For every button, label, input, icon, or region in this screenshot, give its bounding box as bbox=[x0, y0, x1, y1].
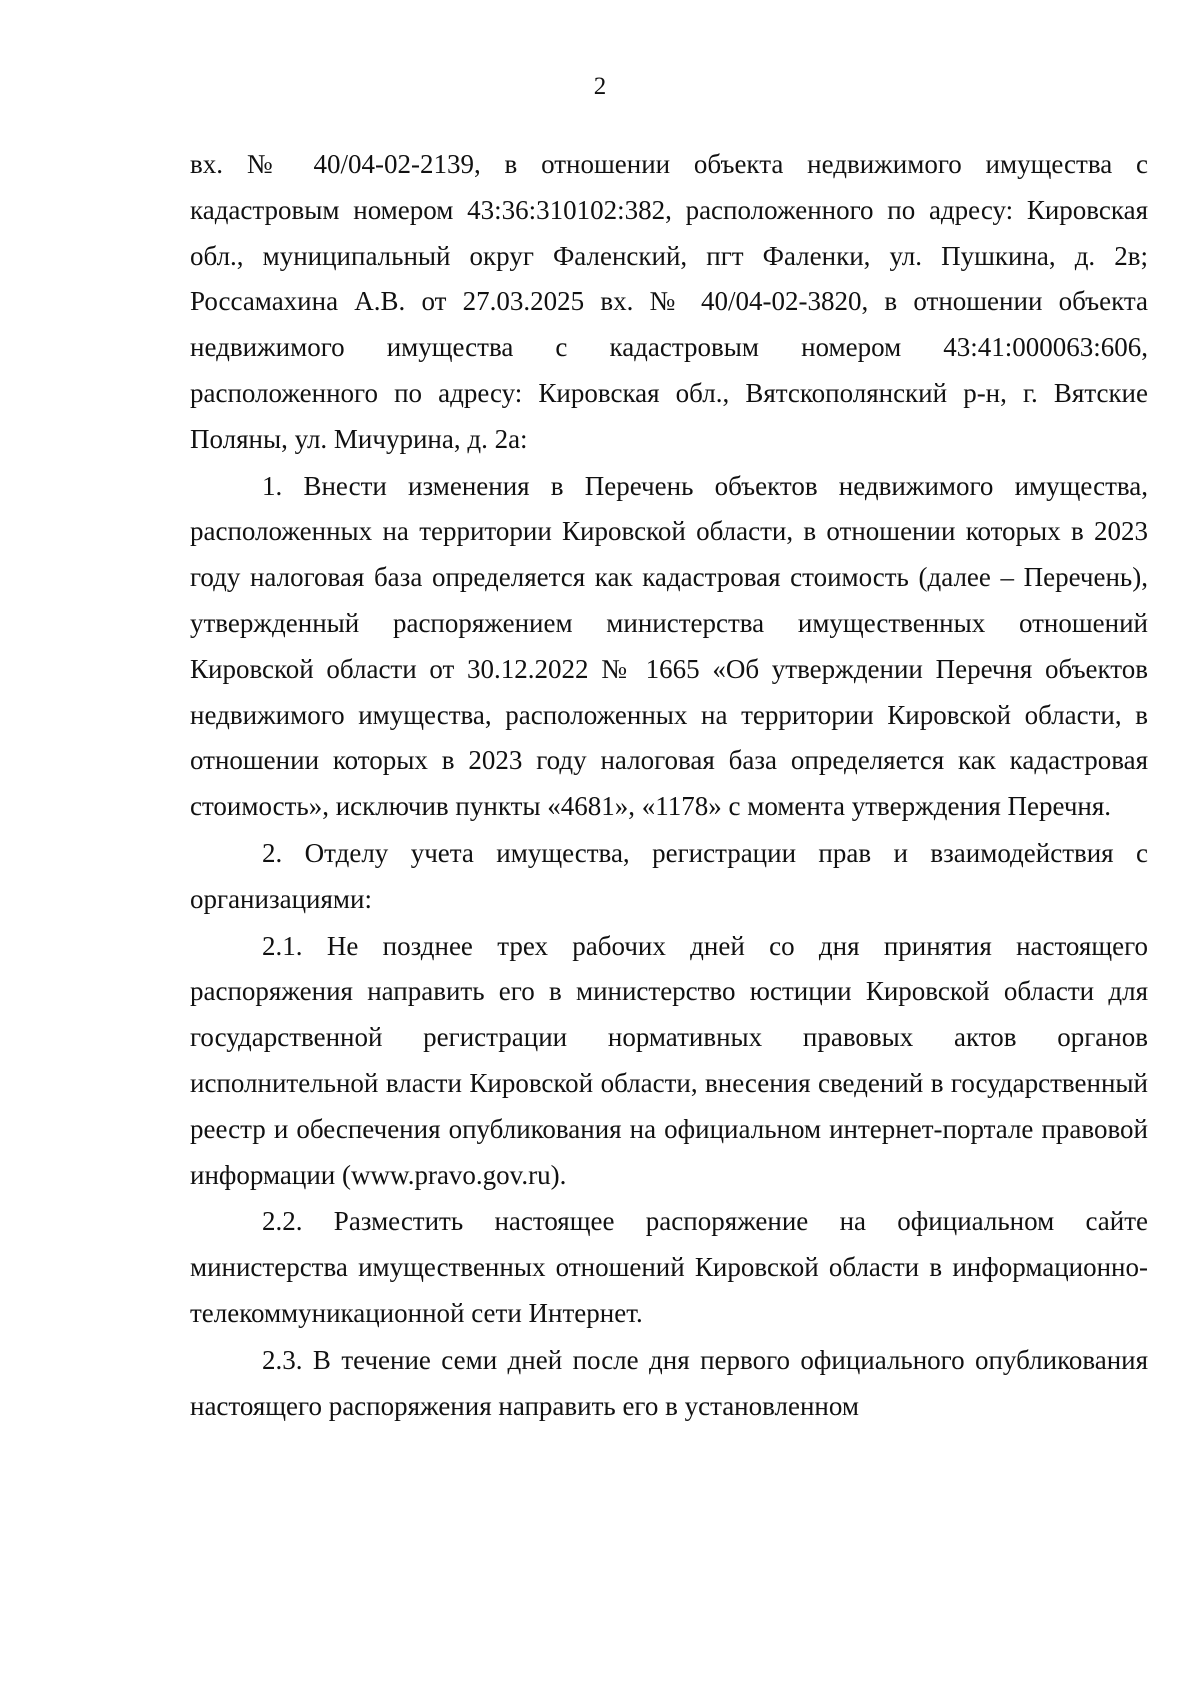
paragraph-item-2 bbox=[190, 831, 1148, 923]
paragraph-item-2-3 bbox=[190, 1338, 1148, 1430]
item-number: 2.3. bbox=[262, 1344, 313, 1375]
paragraph-text: Отделу учета имущества, регистрации прав и взаимодействия с организациями: bbox=[190, 837, 1148, 914]
paragraph-text: В течение семи дней после дня первого официального опубликования настоящего распоряжения направить его в установленном bbox=[190, 1344, 1149, 1421]
item-number: 2.2. bbox=[262, 1206, 334, 1237]
paragraph-text: вх. № 40/04-02-2139, в отношении объекта недвижимого имущества с кадастровым номером 43:36:310102:382, расположенного по адресу: Кировская обл., муниципальный округ Фаленский, пгт Фаленки, ул. Пушкина, д. 2в; Россамахина А.В. от 27.03.2025 вх. № 40/04-02-3820, в отношении объекта недвижимого имущества с кадастровым номером 43:41:000063:606, расположенного по адресу: Кировская обл., Вятскополянский р-н, г. Вятские Поляны, ул. Мичурина, д. 2а: bbox=[190, 149, 1148, 454]
paragraph-item-2-1 bbox=[190, 924, 1148, 1199]
paragraph-text: Не позднее трех рабочих дней со дня принятия настоящего распоряжения направить его в министерство юстиции Кировской области для государственной регистрации нормативных правовых актов органов исполнительной власти Кировской области, внесения сведений в государственный реестр и обеспечения опубликования на официальном интернет-портале правовой информации (www.pravo.gov.ru). bbox=[190, 930, 1149, 1190]
paragraph-text: Внести изменения в Перечень объектов недвижимого имущества, расположенных на территории Кировской области, в отношении которых в 2023 году налоговая база определяется как кадастровая стоимость (далее – Перечень), утвержденный распоряжением министерства имущественных отношений Кировской области от 30.12.2022 № 1665 «Об утверждении Перечня объектов недвижимого имущества, расположенных на территории Кировской области, в отношении которых в 2023 году налоговая база определяется как кадастровая стоимость», исключив пункты «4681», «1178» с момента утверждения Перечня. bbox=[190, 470, 1148, 822]
page-number: 2 bbox=[593, 73, 607, 100]
item-number: 2. bbox=[262, 837, 305, 868]
item-number: 2.1. bbox=[262, 930, 327, 961]
paragraph-item-2-2 bbox=[190, 1199, 1148, 1336]
document-body bbox=[190, 142, 1148, 1429]
item-number: 1. bbox=[262, 470, 304, 501]
paragraph-item-1 bbox=[190, 464, 1148, 830]
paragraph-text: Разместить настоящее распоряжение на официальном сайте министерства имущественных отношений Кировской области в информационно-телекоммуникационной сети Интернет. bbox=[190, 1206, 1148, 1328]
paragraph-preamble-continuation bbox=[190, 142, 1148, 463]
